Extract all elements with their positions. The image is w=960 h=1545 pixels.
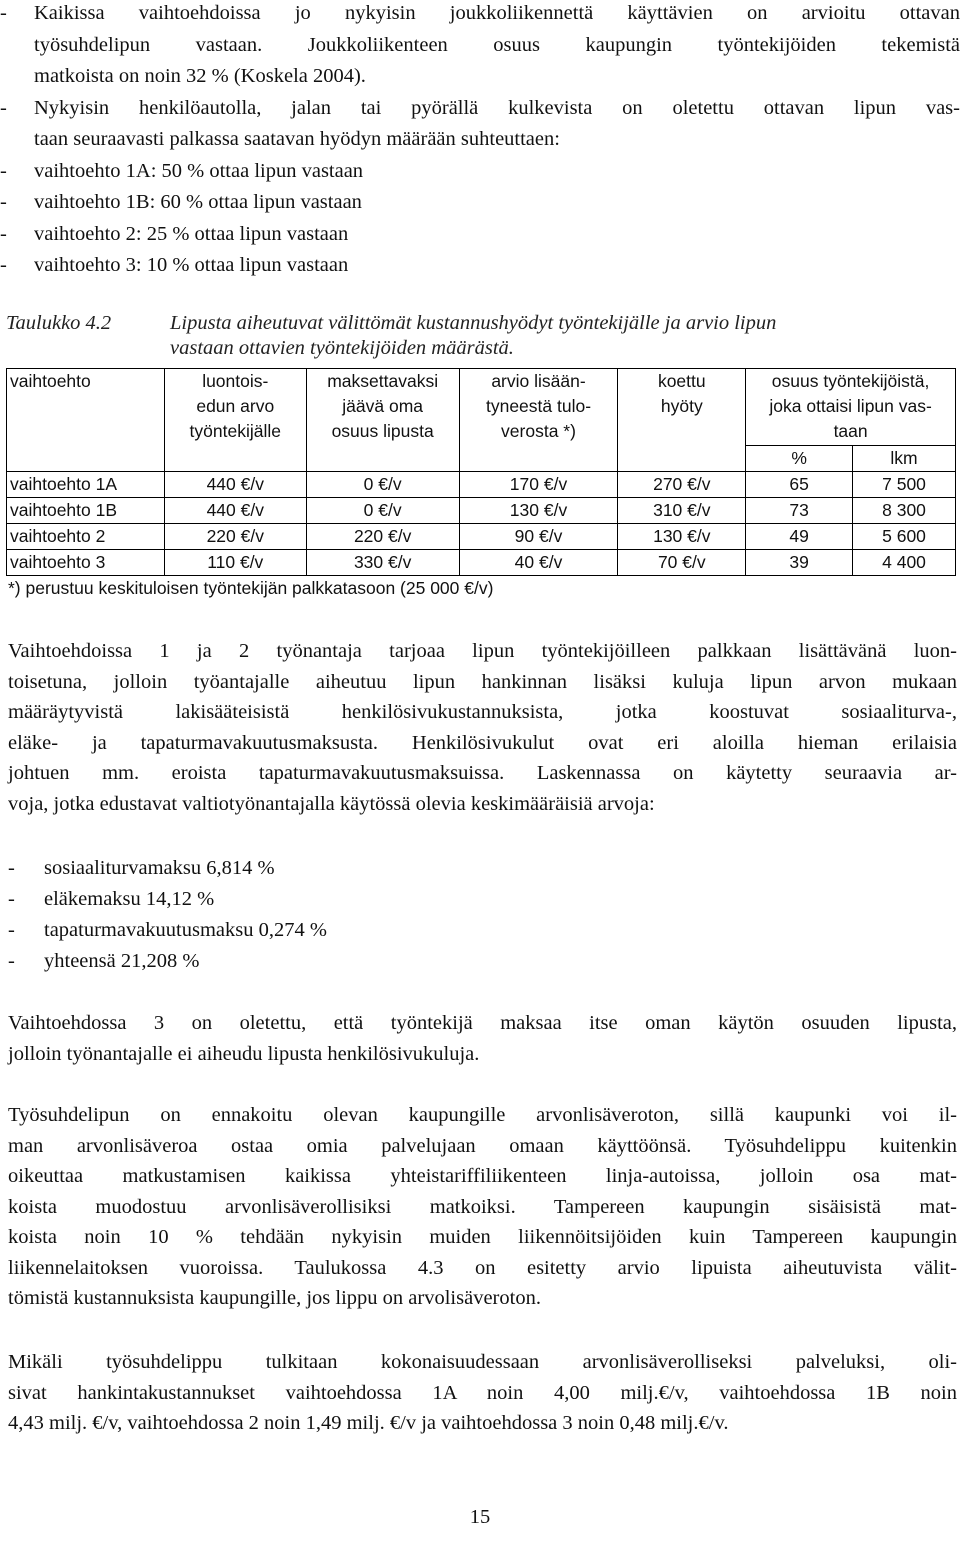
paragraph-line: jolloin työnantajalle ei aiheudu lipusta henkilösivukuluja.	[8, 1042, 480, 1065]
table-cell: 73	[746, 498, 853, 524]
table-header-row	[7, 369, 956, 446]
table-row	[7, 524, 956, 550]
bullet-line	[0, 124, 960, 156]
header-line: joka ottaisi lipun vas-	[769, 396, 932, 416]
header-koettu-hyoty	[618, 369, 746, 472]
list-item-text: sosiaaliturvamaksu 6,814 %	[44, 857, 275, 879]
bullet-dash: -	[8, 919, 15, 941]
header-vaihtoehto	[7, 369, 165, 472]
bullet-dash: -	[0, 254, 7, 276]
table-cell: vaihtoehto 2	[7, 524, 165, 550]
header-osuus	[746, 369, 956, 446]
table-row	[7, 550, 956, 576]
bullet-line	[0, 0, 960, 30]
table-cell: 70 €/v	[618, 550, 746, 576]
list-item-text: eläkemaksu 14,12 %	[44, 888, 215, 910]
paragraph-line: 4,43 milj. €/v, vaihtoehdossa 2 noin 1,49 milj. €/v ja vaihtoehdossa 3 noin 0,48 milj.€/v.	[8, 1412, 729, 1434]
bullet-dash: -	[0, 159, 7, 182]
sub-bullet	[0, 250, 960, 282]
table-cell: 130 €/v	[618, 524, 746, 550]
sub-bullet-text: vaihtoehto 1B: 60 % ottaa lipun vastaan	[34, 191, 362, 213]
sub-bullet-text: vaihtoehto 2: 25 % ottaa lipun vastaan	[34, 222, 349, 245]
table-cell: 8 300	[853, 498, 956, 524]
header-arvio-tulovero	[459, 369, 618, 472]
table-cell: vaihtoehto 1B	[7, 498, 165, 524]
table-cell: 440 €/v	[164, 498, 306, 524]
table-cell: 90 €/v	[459, 524, 618, 550]
list-item	[8, 884, 960, 915]
header-line: osuus työntekijöistä,	[771, 371, 930, 391]
paragraph-line: Vaihtoehdossa 3 on oletettu, että työntekijä maksaa itse oman käytön osuuden lipusta,	[8, 1012, 957, 1034]
list-item-text: tapaturmavakuutusmaksu 0,274 %	[44, 919, 327, 941]
table-cell: 330 €/v	[306, 550, 459, 576]
header-luontoisedun-arvo	[164, 369, 306, 472]
list-item	[8, 915, 960, 946]
sub-bullet	[0, 156, 960, 188]
bullet-dash: -	[0, 2, 7, 24]
bullet-line	[0, 61, 960, 93]
paragraph-line: oikeuttaa matkustamisen kaikissa yhteistariffiliikenteen linja-autoissa, jolloin osa mat-	[8, 1165, 957, 1187]
bullet-dash: -	[8, 950, 15, 972]
list-item-text: yhteensä 21,208 %	[44, 950, 200, 972]
header-line: osuus lipusta	[331, 421, 434, 441]
paragraph-line: eläke- ja tapaturmavakuutusmaksusta. Henkilösivukulut ovat eri aloilla hieman erilaisia	[8, 731, 957, 754]
paragraph-line: sivat hankintakustannukset vaihtoehdossa 1A noin 4,00 milj.€/v, vaihtoehdossa 1B noin	[8, 1381, 957, 1404]
header-line: tyneestä tulo-	[485, 396, 592, 416]
table-row	[7, 498, 956, 524]
data-table	[6, 368, 956, 576]
table-cell: 4 400	[853, 550, 956, 576]
paragraph-4	[8, 1347, 957, 1439]
caption-line-1: Lipusta aiheutuvat välittömät kustannushyödyt työntekijälle ja arvio lipun	[170, 312, 777, 334]
paragraph-line: toisetuna, jolloin työantajalle aiheutuu lipun hankinnan lisäksi kuluja lipun arvon mukaan	[8, 670, 957, 693]
table-cell: 49	[746, 524, 853, 550]
paragraph-line: Työsuhdelipun on ennakoitu olevan kaupungille arvonlisäveroton, sillä kaupunki voi il-	[8, 1104, 957, 1126]
table-cell: 110 €/v	[164, 550, 306, 576]
sub-bullet-text: vaihtoehto 3: 10 % ottaa lipun vastaan	[34, 254, 349, 276]
header-line: maksettavaksi	[327, 371, 439, 391]
table-cell: 5 600	[853, 524, 956, 550]
paragraph-line: koista muodostuu arvonlisäverollisiksi matkoiksi. Tampereen kaupungin sisäisistä mat-	[8, 1195, 957, 1218]
list-item	[8, 853, 960, 884]
table-cell: 7 500	[853, 472, 956, 498]
bullet-dash: -	[8, 888, 15, 910]
bullet-text: Nykyisin henkilöautolla, jalan tai pyörällä kulkevista on oletettu ottavan lipun vas-	[34, 96, 960, 119]
header-line: arvio lisään-	[491, 371, 586, 391]
sub-bullet	[0, 187, 960, 219]
paragraph-line: tömistä kustannuksista kaupungille, jos lippu on arvolisäveroton.	[8, 1287, 541, 1309]
header-line: verosta *)	[501, 421, 576, 441]
table-footnote: *) perustuu keskituloisen työntekijän palkkatasoon (25 000 €/v)	[8, 578, 494, 598]
header-line: hyöty	[660, 396, 703, 416]
sub-bullet-text: vaihtoehto 1A: 50 % ottaa lipun vastaan	[34, 159, 364, 182]
bullet-line	[0, 93, 960, 125]
table-cell: 220 €/v	[306, 524, 459, 550]
contribution-list	[8, 853, 960, 977]
bullet-text: työsuhdelipun vastaan. Joukkoliikenteen osuus kaupungin työntekijöiden tekemistä	[34, 33, 960, 56]
table-caption	[6, 309, 956, 362]
table-cell: 65	[746, 472, 853, 498]
bullet-dash: -	[8, 857, 15, 879]
paragraph-line: Vaihtoehdoissa 1 ja 2 työnantaja tarjoaa lipun työntekijöilleen palkkaan lisättävänä luon-	[8, 640, 957, 662]
table-cell: 440 €/v	[164, 472, 306, 498]
bullet-text: taan seuraavasti palkassa saatavan hyödyn määrään suhteuttaen:	[34, 128, 560, 150]
header-line: jäävä oma	[342, 396, 424, 416]
caption-number: Taulukko 4.2	[6, 312, 112, 334]
bullet-text: matkoista on noin 32 % (Koskela 2004).	[34, 65, 366, 87]
header-line: luontois-	[202, 371, 269, 391]
table-cell: 40 €/v	[459, 550, 618, 576]
header-line: edun arvo	[196, 396, 275, 416]
table-cell: 310 €/v	[618, 498, 746, 524]
paragraph-line: liikennelaitoksen vuoroissa. Taulukossa 4.3 on esitetty arvio lipuista aiheutuvista välit-	[8, 1256, 957, 1279]
header-line: taan	[833, 421, 868, 441]
table-cell: vaihtoehto 3	[7, 550, 165, 576]
header-line: työntekijälle	[189, 421, 281, 441]
list-item	[8, 946, 960, 977]
paragraph-line: määräytyvistä lakisääteisistä henkilösivukustannuksista, jotka koostuvat sosiaaliturva-,	[8, 701, 957, 723]
paragraph-2	[8, 1008, 957, 1069]
header-line: vaihtoehto	[10, 371, 91, 391]
paragraph-line: Mikäli työsuhdelippu tulkitaan kokonaisuudessaan arvonlisäverolliseksi palveluksi, oli-	[8, 1351, 957, 1373]
table-cell: 0 €/v	[306, 498, 459, 524]
bullet-dash: -	[0, 222, 7, 245]
paragraph-1	[8, 636, 957, 819]
table-cell: vaihtoehto 1A	[7, 472, 165, 498]
header-line: koettu	[657, 371, 706, 391]
bullet-line	[0, 30, 960, 62]
bullet-dash: -	[0, 191, 7, 213]
page-number: 15	[469, 1506, 491, 1528]
table-row	[7, 472, 956, 498]
paragraph-line: johtuen mm. eroista tapaturmavakuutusmaksuissa. Laskennassa on käytetty seuraavia ar-	[8, 762, 957, 784]
table-cell: 220 €/v	[164, 524, 306, 550]
table-cell: 270 €/v	[618, 472, 746, 498]
paragraph-line: koista noin 10 % tehdään nykyisin muiden liikennöitsijöiden kuin Tampereen kaupungin	[8, 1226, 957, 1248]
header-maksettavaksi	[306, 369, 459, 472]
subheader-lkm: lkm	[853, 446, 956, 472]
top-bullet-list	[0, 0, 960, 282]
sub-bullet	[0, 219, 960, 251]
table-cell: 170 €/v	[459, 472, 618, 498]
table-cell: 39	[746, 550, 853, 576]
paragraph-line: voja, jotka edustavat valtiotyönantajalla käytössä olevia keskimääräisiä arvoja:	[8, 792, 655, 815]
paragraph-3	[8, 1100, 957, 1314]
paragraph-line: man arvonlisäveroa ostaa omia palvelujaan omaan käyttöönsä. Työsuhdelippu kuitenkin	[8, 1134, 957, 1157]
bullet-dash: -	[0, 96, 7, 119]
table-cell: 0 €/v	[306, 472, 459, 498]
caption-line-2: vastaan ottavien työntekijöiden määrästä.	[170, 337, 514, 359]
table-cell: 130 €/v	[459, 498, 618, 524]
subheader-pct: %	[746, 446, 853, 472]
bullet-text: Kaikissa vaihtoehdoissa jo nykyisin joukkoliikennettä käyttävien on arvioitu ottavan	[34, 2, 960, 24]
